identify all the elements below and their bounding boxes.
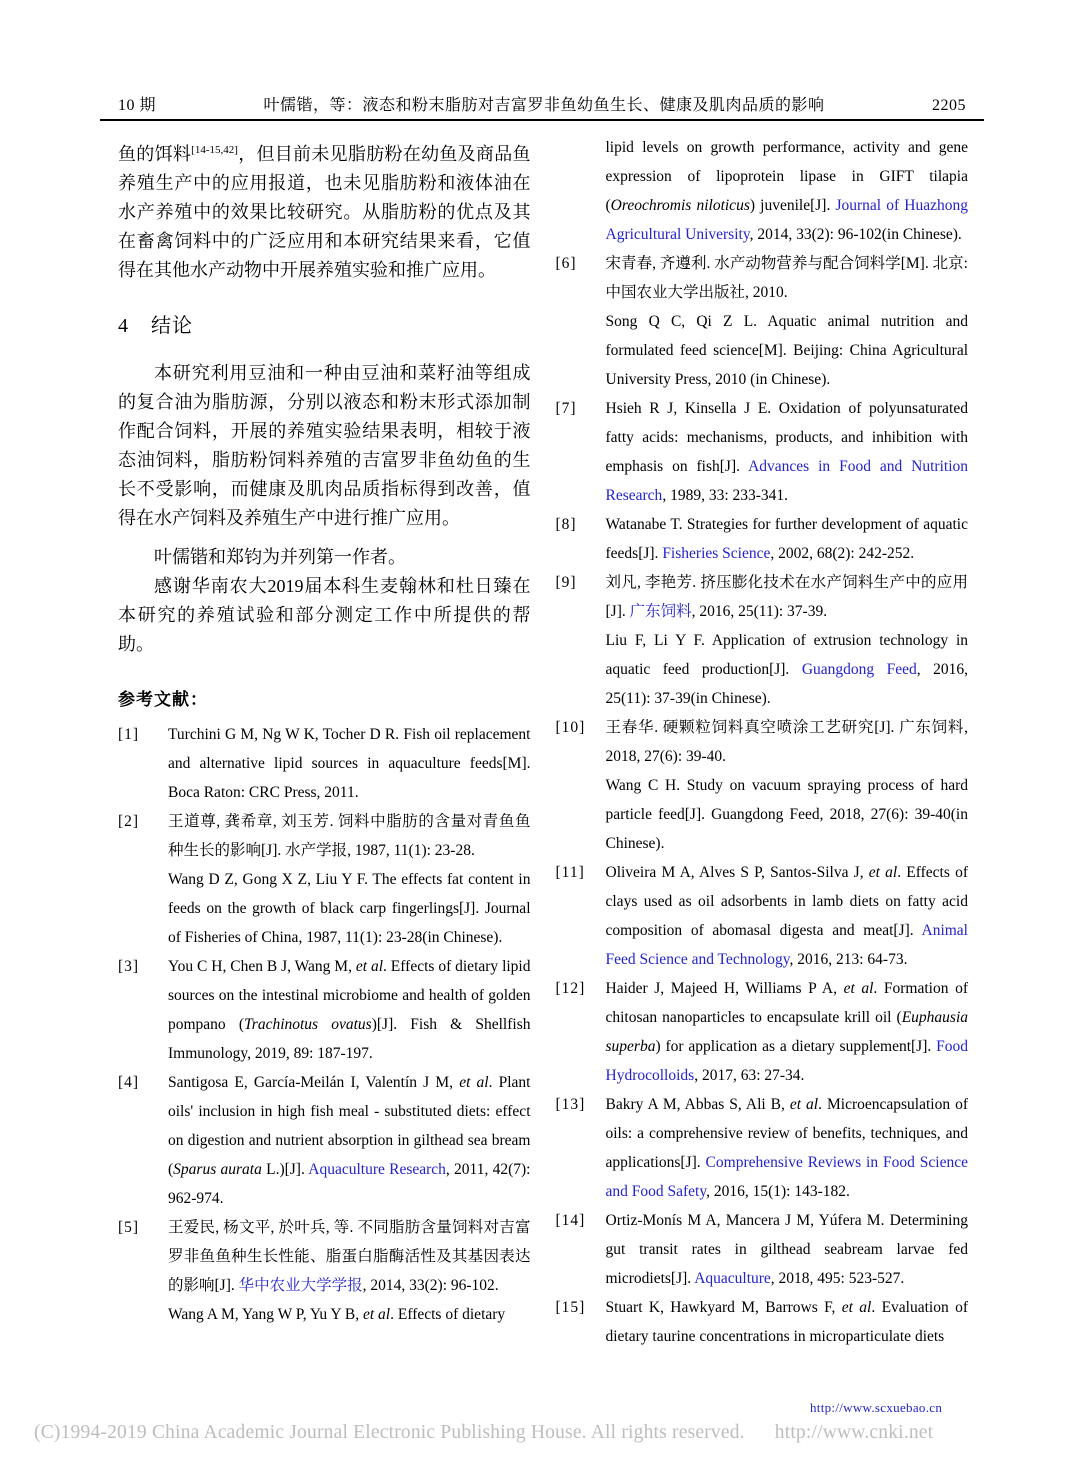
plain-text: . Plant oils' inclusion in high fish meal - substituted diets: effect on digestion and nutrient absorption in gilthead sea bream ( [168,1074,531,1178]
reference-body [168,720,531,807]
plain-text: You C H, Chen B J, Wang M, [168,958,356,975]
plain-text: )[J]. Fish & Shellfish Immunology, 2019, 89: 187-197. [168,1016,531,1062]
plain-text: Watanabe T. Strategies for further development of aquatic feeds[J]. [605,516,968,562]
reference-body [606,394,969,510]
reference-text [606,713,969,771]
reference-item [118,720,531,807]
reference-number: [5] [118,1219,140,1236]
plain-text: . Effects of dietary lipid sources on the intestinal microbiome and health of golden pompano ( [168,958,531,1033]
reference-continuation [556,133,969,249]
italic-text: et al [843,980,874,997]
references-list-left [118,720,531,1329]
section-heading-conclusion [118,309,531,338]
reference-text [606,626,969,713]
reference-body [606,133,969,249]
reference-body [606,858,969,974]
italic-text: Trachinotus ovatus [244,1016,372,1033]
reference-item [556,249,969,394]
plain-text: , 2016, 15(1): 143-182. [706,1183,850,1200]
reference-text [168,1068,531,1213]
plain-text: Wang D Z, Gong X Z, Liu Y F. The effects fat content in feeds on the growth of black carp fingerlings[J]. Journal of Fisheries of China, 1987, 11(1): 23-28(in Chinese). [168,871,531,946]
references-list-right [556,133,969,1351]
copyright-watermark [34,1422,933,1444]
reference-text [606,1090,969,1206]
italic-text: et al [362,1306,391,1323]
reference-item [118,1068,531,1213]
reference-body [168,952,531,1068]
plain-text: 宋青春, 齐遵利. 水产动物营养与配合饲料学[M]. 北京: 中国农业大学出版社, 2010. [605,255,968,301]
plain-text: . Formation of chitosan nanoparticles to encapsulate krill oil ( [605,980,969,1026]
plain-text: , 2016, 25(11): 37-39(in Chinese). [605,661,969,707]
reference-body [168,1213,531,1329]
reference-number: [15] [555,1299,586,1316]
continuation-paragraph [118,140,531,285]
plain-text: 刘凡, 李艳芳. 挤压膨化技术在水产饲料生产中的应用[J]. [605,574,968,620]
reference-number: [3] [118,958,140,975]
italic-text: et al [841,1299,872,1316]
running-title: 叶儒锴，等：液态和粉末脂肪对吉富罗非鱼幼鱼生长、健康及肌肉品质的影响 [263,97,825,114]
italic-text: Sparus aurata [173,1161,262,1178]
acknowledgement-note: 感谢华南农大2019届本科生麦翰林和杜日臻在本研究的养殖试验和部分测定工作中所提供的帮助。 [118,576,531,654]
plain-text: , 2014, 33(2): 96-102(in Chinese). [749,226,962,243]
paragraph-text: 鱼的饵料 [118,144,192,164]
reference-body [606,713,969,858]
reference-text [168,865,531,952]
reference-item [118,1213,531,1329]
references-heading: 参考文献： [118,690,208,709]
reference-item [118,807,531,952]
reference-item [556,394,969,510]
reference-number: [8] [555,516,577,533]
reference-number: [6] [555,255,577,272]
copyright-text: (C)1994-2019 China Academic Journal Electronic Publishing House. All rights reserved. [34,1422,745,1443]
reference-body [606,249,969,394]
plain-text: . Effects of clays used as oil adsorbents in lamb diets on fatty acid composition of abomasal digesta and meat[J]. [605,864,968,939]
journal-link[interactable]: Comprehensive Reviews in Food Science and Food Safety [605,1154,968,1200]
reference-item [556,1090,969,1206]
plain-text: Hsieh R J, Kinsella J E. Oxidation of polyunsaturated fatty acids: mechanisms, products, and inhibition with emphasis on fish[J]. [605,400,968,475]
page-body [118,133,968,1351]
reference-body [606,510,969,568]
reference-text [168,807,531,865]
reference-text [606,858,969,974]
reference-item [556,1206,969,1293]
section-title: 结论 [151,315,193,337]
journal-link[interactable]: Animal Feed Science and Technology [605,922,968,968]
reference-number: [13] [555,1096,586,1113]
reference-item [556,568,969,713]
citation-superscript: [14-15,42] [191,144,238,156]
reference-text [606,1293,969,1351]
plain-text: . Microencapsulation of oils: a comprehensive review of benefits, techniques, and applications[J]. [605,1096,968,1171]
journal-link[interactable]: Advances in Food and Nutrition Research [605,458,968,504]
italic-text: Oreochromis niloticus [610,197,750,214]
journal-link[interactable]: Journal of Huazhong Agricultural University [605,197,968,243]
reference-number: [12] [555,980,586,997]
reference-item [556,510,969,568]
reference-number: [11] [555,864,585,881]
plain-text: , 2002, 68(2): 242-252. [770,545,915,562]
issue-label: 10 期 [118,97,157,114]
plain-text: Song Q C, Qi Z L. Aquatic animal nutrition and formulated feed science[M]. Beijing: China Agricultural University Press, 2010 (in Chinese). [605,313,968,388]
plain-text: , 2017, 63: 27-34. [694,1067,805,1084]
reference-item [556,858,969,974]
reference-body [168,807,531,952]
plain-text: Bakry A M, Abbas S, Ali B, [605,1096,790,1113]
header-rule [100,119,984,121]
reference-body [606,1206,969,1293]
reference-text [168,1300,531,1329]
reference-text [606,510,969,568]
plain-text: Haider J, Majeed H, Williams P A, [605,980,844,997]
plain-text: , 2014, 33(2): 96-102. [362,1277,499,1294]
journal-link[interactable]: 华中农业大学学报 [238,1277,363,1294]
plain-text: 王春华. 硬颗粒饲料真空喷涂工艺研究[J]. 广东饲料, 2018, 27(6): 39-40. [605,719,968,765]
plain-text: , 2011, 42(7): 962-974. [168,1161,531,1207]
plain-text: , 2016, 25(11): 37-39. [691,603,828,620]
journal-link[interactable]: Guangdong Feed [801,661,917,678]
italic-text: et al [789,1096,819,1113]
reference-body [606,974,969,1090]
reference-text [168,1213,531,1300]
plain-text: Wang A M, Yang W P, Yu Y B, [168,1306,363,1323]
plain-text: L.)[J]. [261,1161,309,1178]
reference-number: [10] [555,719,586,736]
section-number: 4 [118,315,129,337]
reference-number [556,133,606,249]
reference-number: [1] [118,726,140,743]
plain-text: , 1989, 33: 233-341. [662,487,789,504]
reference-text [606,394,969,510]
left-column [118,133,531,1351]
reference-number: [7] [555,400,577,417]
reference-body [168,1068,531,1213]
paragraph-text: ，但目前未见脂肪粉在幼鱼及商品鱼养殖生产中的应用报道，也未见脂肪粉和液体油在水产养殖中的效果比较研究。从脂肪粉的优点及其在畜禽饲料中的广泛应用和本研究结果来看，它值得在其他水产动物中开展养殖实验和推广应用。 [118,144,531,280]
plain-text: ) for application as a dietary supplement[J]. [655,1038,937,1055]
reference-text [606,1206,969,1293]
cnki-url: http://www.cnki.net [774,1422,934,1443]
right-column [556,133,969,1351]
reference-text [606,249,969,307]
reference-body [606,1090,969,1206]
italic-text: et al [459,1074,489,1091]
plain-text: Santigosa E, García-Meilán I, Valentín J M, [168,1074,460,1091]
journal-link[interactable]: Food Hydrocolloids [605,1038,968,1084]
plain-text: Stuart K, Hawkyard M, Barrows F, [605,1299,842,1316]
italic-text: Euphausia superba [605,1009,968,1055]
plain-text: lipid levels on growth performance, activity and gene expression of lipoprotein lipase in GIFT tilapia ( [605,139,968,214]
reference-number: [14] [555,1212,586,1229]
reference-body [606,568,969,713]
reference-body [606,1293,969,1351]
page-header [118,92,966,115]
page-number: 2205 [932,97,966,114]
reference-text [168,952,531,1068]
journal-link[interactable]: Aquaculture [694,1270,771,1287]
reference-text [168,720,531,807]
italic-text: et al [355,958,384,975]
reference-item [556,713,969,858]
reference-text [606,771,969,858]
scxuebao-link[interactable]: http://www.scxuebao.cn [810,1400,943,1415]
plain-text: . Evaluation of dietary taurine concentrations in microparticulate diets [605,1299,968,1345]
reference-item [556,1293,969,1351]
conclusion-paragraph: 本研究利用豆油和一种由豆油和菜籽油等组成的复合油为脂肪源，分别以液态和粉末形式添加制作配合饲料，开展的养殖实验结果表明，相较于液态油饲料，脂肪粉饲料养殖的吉富罗非鱼幼鱼的生长不受影响，而健康及肌肉品质指标得到改善，值得在水产饲料及养殖生产中进行推广应用。 [118,363,531,528]
journal-link[interactable]: Aquaculture Research [308,1161,446,1178]
plain-text: Ortiz-Monís M A, Mancera J M, Yúfera M. Determining gut transit rates in gilthead seabream larvae fed microdiets[J]. [605,1212,968,1287]
plain-text: Turchini G M, Ng W K, Tocher D R. Fish oil replacement and alternative lipid sources in aquaculture feeds[M]. Boca Raton: CRC Press, 2011. [168,726,531,801]
plain-text: , 2016, 213: 64-73. [789,951,908,968]
plain-text: Wang C H. Study on vacuum spraying process of hard particle feed[J]. Guangdong Feed, 2018, 27(6): 39-40(in Chinese). [605,777,968,852]
plain-text: . Effects of dietary [390,1306,506,1323]
plain-text: Liu F, Li Y F. Application of extrusion technology in aquatic feed production[J]. [605,632,968,678]
plain-text: 王爱民, 杨文平, 於叶兵, 等. 不同脂肪含量饲料对吉富罗非鱼鱼种生长性能、脂蛋白脂酶活性及其基因表达的影响[J]. [168,1219,531,1294]
plain-text: 王道尊, 龚希章, 刘玉芳. 饲料中脂肪的含量对青鱼鱼种生长的影响[J]. 水产学报, 1987, 11(1): 23-28. [168,813,531,859]
italic-text: et al [868,864,898,881]
reference-number: [4] [118,1074,140,1091]
journal-link[interactable]: 广东饲料 [629,603,692,620]
reference-number: [9] [555,574,577,591]
reference-text [606,133,969,249]
plain-text: ) juvenile[J]. [749,197,836,214]
reference-text [606,568,969,626]
reference-text [606,974,969,1090]
reference-text [606,307,969,394]
plain-text: Oliveira M A, Alves S P, Santos-Silva J, [605,864,869,881]
reference-item [118,952,531,1068]
reference-number: [2] [118,813,140,830]
co-first-author-note: 叶儒锴和郑钧为并列第一作者。 [154,547,406,567]
journal-link[interactable]: Fisheries Science [662,545,771,562]
plain-text: , 2018, 495: 523-527. [770,1270,905,1287]
reference-item [556,974,969,1090]
